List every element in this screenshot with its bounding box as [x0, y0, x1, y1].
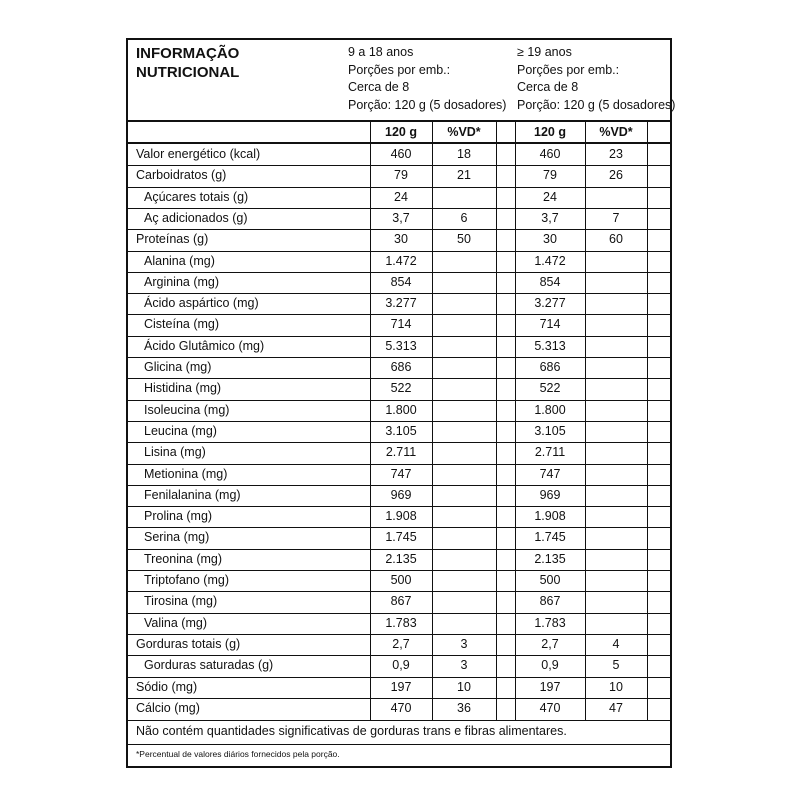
- footnote: *Percentual de valores diários fornecidos pela porção.: [136, 749, 340, 759]
- nutrient-label: Treonina (mg): [144, 551, 223, 566]
- group2-amount: 79: [543, 168, 557, 183]
- group1-amount: 30: [394, 232, 408, 247]
- group2-amount: 500: [539, 573, 561, 587]
- group1-amount: 197: [390, 679, 412, 694]
- group2-amount: 0,9: [541, 658, 559, 673]
- footer-note: Não contém quantidades significativas de gorduras trans e fibras alimentares.: [136, 724, 567, 738]
- group2-vd-header: %VD*: [599, 125, 633, 139]
- group2-vd: 23: [609, 147, 623, 161]
- group1-amount: 3,7: [392, 210, 410, 225]
- nutrient-label: Metionina (mg): [144, 466, 228, 481]
- group2-portions-count: Cerca de 8: [517, 80, 579, 94]
- nutrient-label: Glicina (mg): [144, 360, 212, 374]
- group2-amount: 2.135: [534, 551, 566, 566]
- nutrient-label: Prolina (mg): [144, 509, 213, 524]
- nutrient-label: Fenilalanina (mg): [144, 487, 241, 502]
- nutrient-label: Histidina (mg): [144, 381, 222, 396]
- group1-amount: 460: [390, 147, 412, 161]
- group1-amount: 5.313: [385, 338, 417, 353]
- nutrient-label: Lisina (mg): [144, 445, 206, 460]
- group2-age: ≥ 19 anos: [517, 45, 572, 59]
- group2-vd: 10: [609, 679, 623, 694]
- group1-amount: 867: [390, 594, 412, 609]
- group2-amount: 1.745: [534, 530, 566, 545]
- group2-amount: 5.313: [534, 338, 566, 353]
- group2-amount: 470: [539, 700, 561, 715]
- title-line-1: INFORMAÇÃO: [136, 45, 240, 62]
- group2-vd: 4: [612, 636, 620, 651]
- group2-vd: 47: [609, 700, 623, 715]
- group1-portions-label: Porções por emb.:: [348, 62, 451, 77]
- nutrient-label: Triptofano (mg): [144, 573, 229, 587]
- nutrient-label: Ácido Glutâmico (mg): [144, 338, 265, 353]
- group2-amount: 197: [539, 679, 561, 694]
- group1-header: [348, 44, 506, 114]
- group1-vd: 3: [460, 636, 468, 651]
- nutrient-label: Aç adicionados (g): [144, 210, 248, 225]
- group1-amount: 2.135: [385, 551, 417, 566]
- group1-vd: 3: [460, 658, 468, 673]
- nutrient-label: Serina (mg): [144, 530, 210, 545]
- group2-amount: 460: [539, 147, 561, 161]
- nutrient-label: Gorduras saturadas (g): [144, 658, 274, 673]
- group2-amount: 2,7: [541, 636, 559, 651]
- group1-amount: 3.277: [385, 296, 417, 311]
- group1-serving: Porção: 120 g (5 dosadores): [348, 97, 507, 112]
- group1-amount: 747: [390, 466, 412, 481]
- nutrient-label: Valor energético (kcal): [136, 147, 261, 161]
- group1-vd: 50: [457, 232, 471, 247]
- group2-amount: 747: [539, 466, 561, 481]
- title-line-2: NUTRICIONAL: [136, 64, 240, 81]
- group1-vd: 18: [457, 147, 471, 161]
- group1-amount: 1.908: [385, 509, 417, 524]
- group1-amount: 79: [394, 168, 408, 183]
- group2-amount: 1.472: [534, 253, 566, 268]
- group2-amount: 24: [543, 189, 557, 204]
- group1-amount: 1.800: [385, 402, 417, 417]
- group1-amount: 1.745: [385, 530, 417, 545]
- group1-amount: 0,9: [392, 658, 410, 673]
- group1-vd: 21: [457, 168, 471, 183]
- group2-amount-header: 120 g: [534, 125, 566, 139]
- group2-amount: 1.800: [534, 402, 566, 417]
- group2-amount: 3,7: [541, 210, 559, 225]
- group1-amount: 500: [390, 573, 412, 587]
- nutrient-label: Sódio (mg): [136, 679, 198, 694]
- group2-amount: 1.908: [534, 509, 566, 524]
- group2-amount: 969: [539, 487, 561, 502]
- group1-age: 9 a 18 anos: [348, 45, 414, 59]
- nutrient-label: Valina (mg): [144, 615, 207, 630]
- group2-amount: 30: [543, 232, 557, 247]
- group2-amount: 686: [539, 360, 561, 374]
- group2-vd: 5: [612, 658, 620, 673]
- group2-serving: Porção: 120 g (5 dosadores): [517, 97, 676, 112]
- nutrient-label: Leucina (mg): [144, 423, 217, 438]
- group2-amount: 714: [539, 317, 561, 332]
- group1-amount: 522: [390, 381, 412, 396]
- group1-amount: 470: [390, 700, 412, 715]
- nutrition-facts-panel: [126, 38, 676, 768]
- group1-amount: 2,7: [392, 636, 410, 651]
- group1-vd: 36: [457, 700, 471, 715]
- group2-portions-label: Porções por emb.:: [517, 62, 620, 77]
- group1-vd: 6: [460, 210, 468, 225]
- group2-amount: 522: [539, 381, 561, 396]
- footnote-divider: [128, 744, 670, 745]
- nutrient-label: Alanina (mg): [144, 253, 215, 268]
- group1-amount: 686: [390, 360, 412, 374]
- group2-amount: 867: [539, 594, 561, 609]
- group1-amount: 2.711: [385, 445, 417, 460]
- nutrient-label: Ácido aspártico (mg): [144, 296, 259, 311]
- nutrient-label: Proteínas (g): [136, 232, 209, 247]
- group1-amount: 3.105: [385, 423, 417, 438]
- group1-amount: 1.783: [385, 615, 417, 630]
- group2-vd: 26: [609, 168, 623, 183]
- group2-amount: 3.105: [534, 423, 566, 438]
- nutrient-label: Açúcares totais (g): [144, 189, 249, 204]
- group1-amount: 1.472: [385, 253, 417, 268]
- nutrient-label: Gorduras totais (g): [136, 636, 241, 651]
- group2-vd: 60: [609, 232, 623, 247]
- group2-amount: 1.783: [534, 615, 566, 630]
- footer-divider: [128, 720, 670, 721]
- group1-vd: 10: [457, 679, 471, 694]
- group2-amount: 3.277: [534, 296, 566, 311]
- group1-amount: 714: [390, 317, 412, 332]
- group1-amount: 24: [394, 189, 408, 204]
- group1-amount-header: 120 g: [385, 125, 417, 139]
- group2-amount: 2.711: [534, 445, 566, 460]
- group1-vd-header: %VD*: [447, 125, 481, 139]
- nutrient-label: Cálcio (mg): [136, 700, 200, 715]
- group2-vd: 7: [612, 210, 620, 225]
- group1-amount: 854: [390, 274, 412, 289]
- nutrient-label: Carboidratos (g): [136, 168, 227, 183]
- panel-title: [136, 44, 239, 82]
- group2-amount: 854: [539, 274, 561, 289]
- nutrient-label: Cisteína (mg): [144, 317, 220, 332]
- group2-header: [517, 44, 675, 114]
- group1-portions-count: Cerca de 8: [348, 80, 410, 94]
- group1-amount: 969: [390, 487, 412, 502]
- nutrient-label: Arginina (mg): [144, 274, 220, 289]
- nutrient-label: Isoleucina (mg): [144, 402, 230, 417]
- nutrient-label: Tirosina (mg): [144, 594, 218, 609]
